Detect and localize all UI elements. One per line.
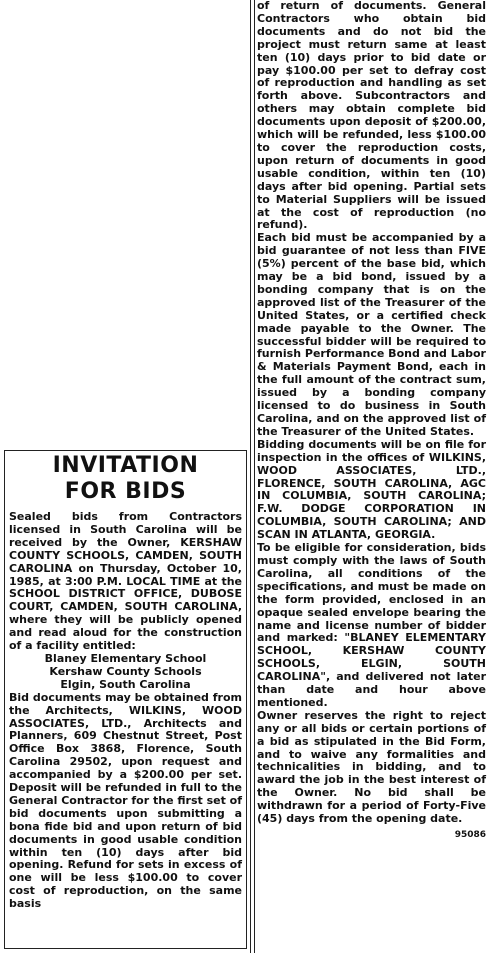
- inspection-paragraph: Bidding documents will be on file for inspection in the offices of WILKINS, WOOD ASSOCIATES, LTD., FLORENCE, SOUTH CAROLINA, AGC IN COLUMBIA, SOUTH CAROLINA; F.W. DODGE CORPORATION IN COLUMBIA, SOUTH CAROLINA; AND SCAN IN ATLANTA, GEORGIA.: [257, 437, 486, 542]
- intro-paragraph: Sealed bids from Contractors licensed in South Carolina will be received by the Owner, KERSHAW COUNTY SCHOOLS, CAMDEN, SOUTH CAROLINA on Thursday, October 10, 1985, at 3:00 P.M. LOCAL TIME at the SCHOOL DISTRICT OFFICE, DUBOSE COURT, CAMDEN, SOUTH CAROLINA, where they will be publicly opened and read aloud for the construction of a facility entitled:: [9, 510, 242, 653]
- title-line-2: FOR BIDS: [64, 479, 187, 504]
- return-documents-paragraph: of return of documents. General Contractors who obtain bid documents and do not bid the project must return same at least ten (10) days prior to bid date or pay $100.00 per set to defray cost of reproduction and handling as set forth above. Subcontractors and others may obtain complete bid documents upon deposit of $200.00, which will be refunded, less $100.00 to cover the reproduction costs, upon return of documents in good usable condition, within ten (10) days after bid opening. Partial sets to Material Suppliers will be issued at the cost of reproduction (no refund).: [257, 0, 486, 232]
- facility-owner: Kershaw County Schools: [49, 664, 202, 678]
- bid-documents-paragraph: Bid documents may be obtained from the Architects, WILKINS, WOOD ASSOCIATES, LTD., Architects and Planners, 609 Chestnut Street, Post Office Box 3868, Florence, South Carolina 29502, upon request and accompanied by a $200.00 per set. Deposit will be refunded in full to the General Contractor for the first set of bid documents upon submitting a bona fide bid and upon return of bid documents in good usable condition within ten (10) days after bid opening. Refund for sets in excess of one will be less $100.00 to cover cost of reproduction, on the same basis: [9, 690, 243, 911]
- facility-location: Elgin, South Carolina: [60, 677, 191, 691]
- title-line-1: INVITATION: [52, 453, 199, 478]
- owner-rights-paragraph: Owner reserves the right to reject any or all bids or certain portions of a bid as stipulated in the Bid Form, and to waive any formalities and technicalities in bidding, and to award the job in the best interest of the Owner. No bid shall be withdrawn for a period of Forty-Five (45) days from the opening date.: [257, 708, 486, 826]
- facility-name: Blaney Elementary School: [44, 651, 207, 665]
- continuation-column: [254, 0, 488, 953]
- ad-number: 95086: [454, 830, 486, 840]
- bid-guarantee-paragraph: Each bid must be accompanied by a bid guarantee of not less than FIVE (5%) percent of the base bid, which may be a bid bond, issued by a bonding company that is on the approved list of the Treasurer of the United States, or a certified check made payable to the Owner. The successful bidder will be required to furnish Performance Bond and Labor & Materials Payment Bond, each in the full amount of the contract sum, issued by a bonding company licensed to do business in South Carolina, and on the approved list of the Treasurer of the United States.: [257, 231, 486, 438]
- invitation-box: [4, 450, 247, 949]
- column-divider: [250, 0, 251, 953]
- eligibility-paragraph: To be eligible for consideration, bids must comply with the laws of South Carolina, all conditions of the specifications, and must be made on the form provided, enclosed in an opaque sealed envelope bearing the name and license number of bidder and marked: "BLANEY ELEMENTARY SCHOOL, KERSHAW COUNTY SCHOOLS, ELGIN, SOUTH CAROLINA", and delivered not later than date and hour above mentioned.: [257, 541, 486, 709]
